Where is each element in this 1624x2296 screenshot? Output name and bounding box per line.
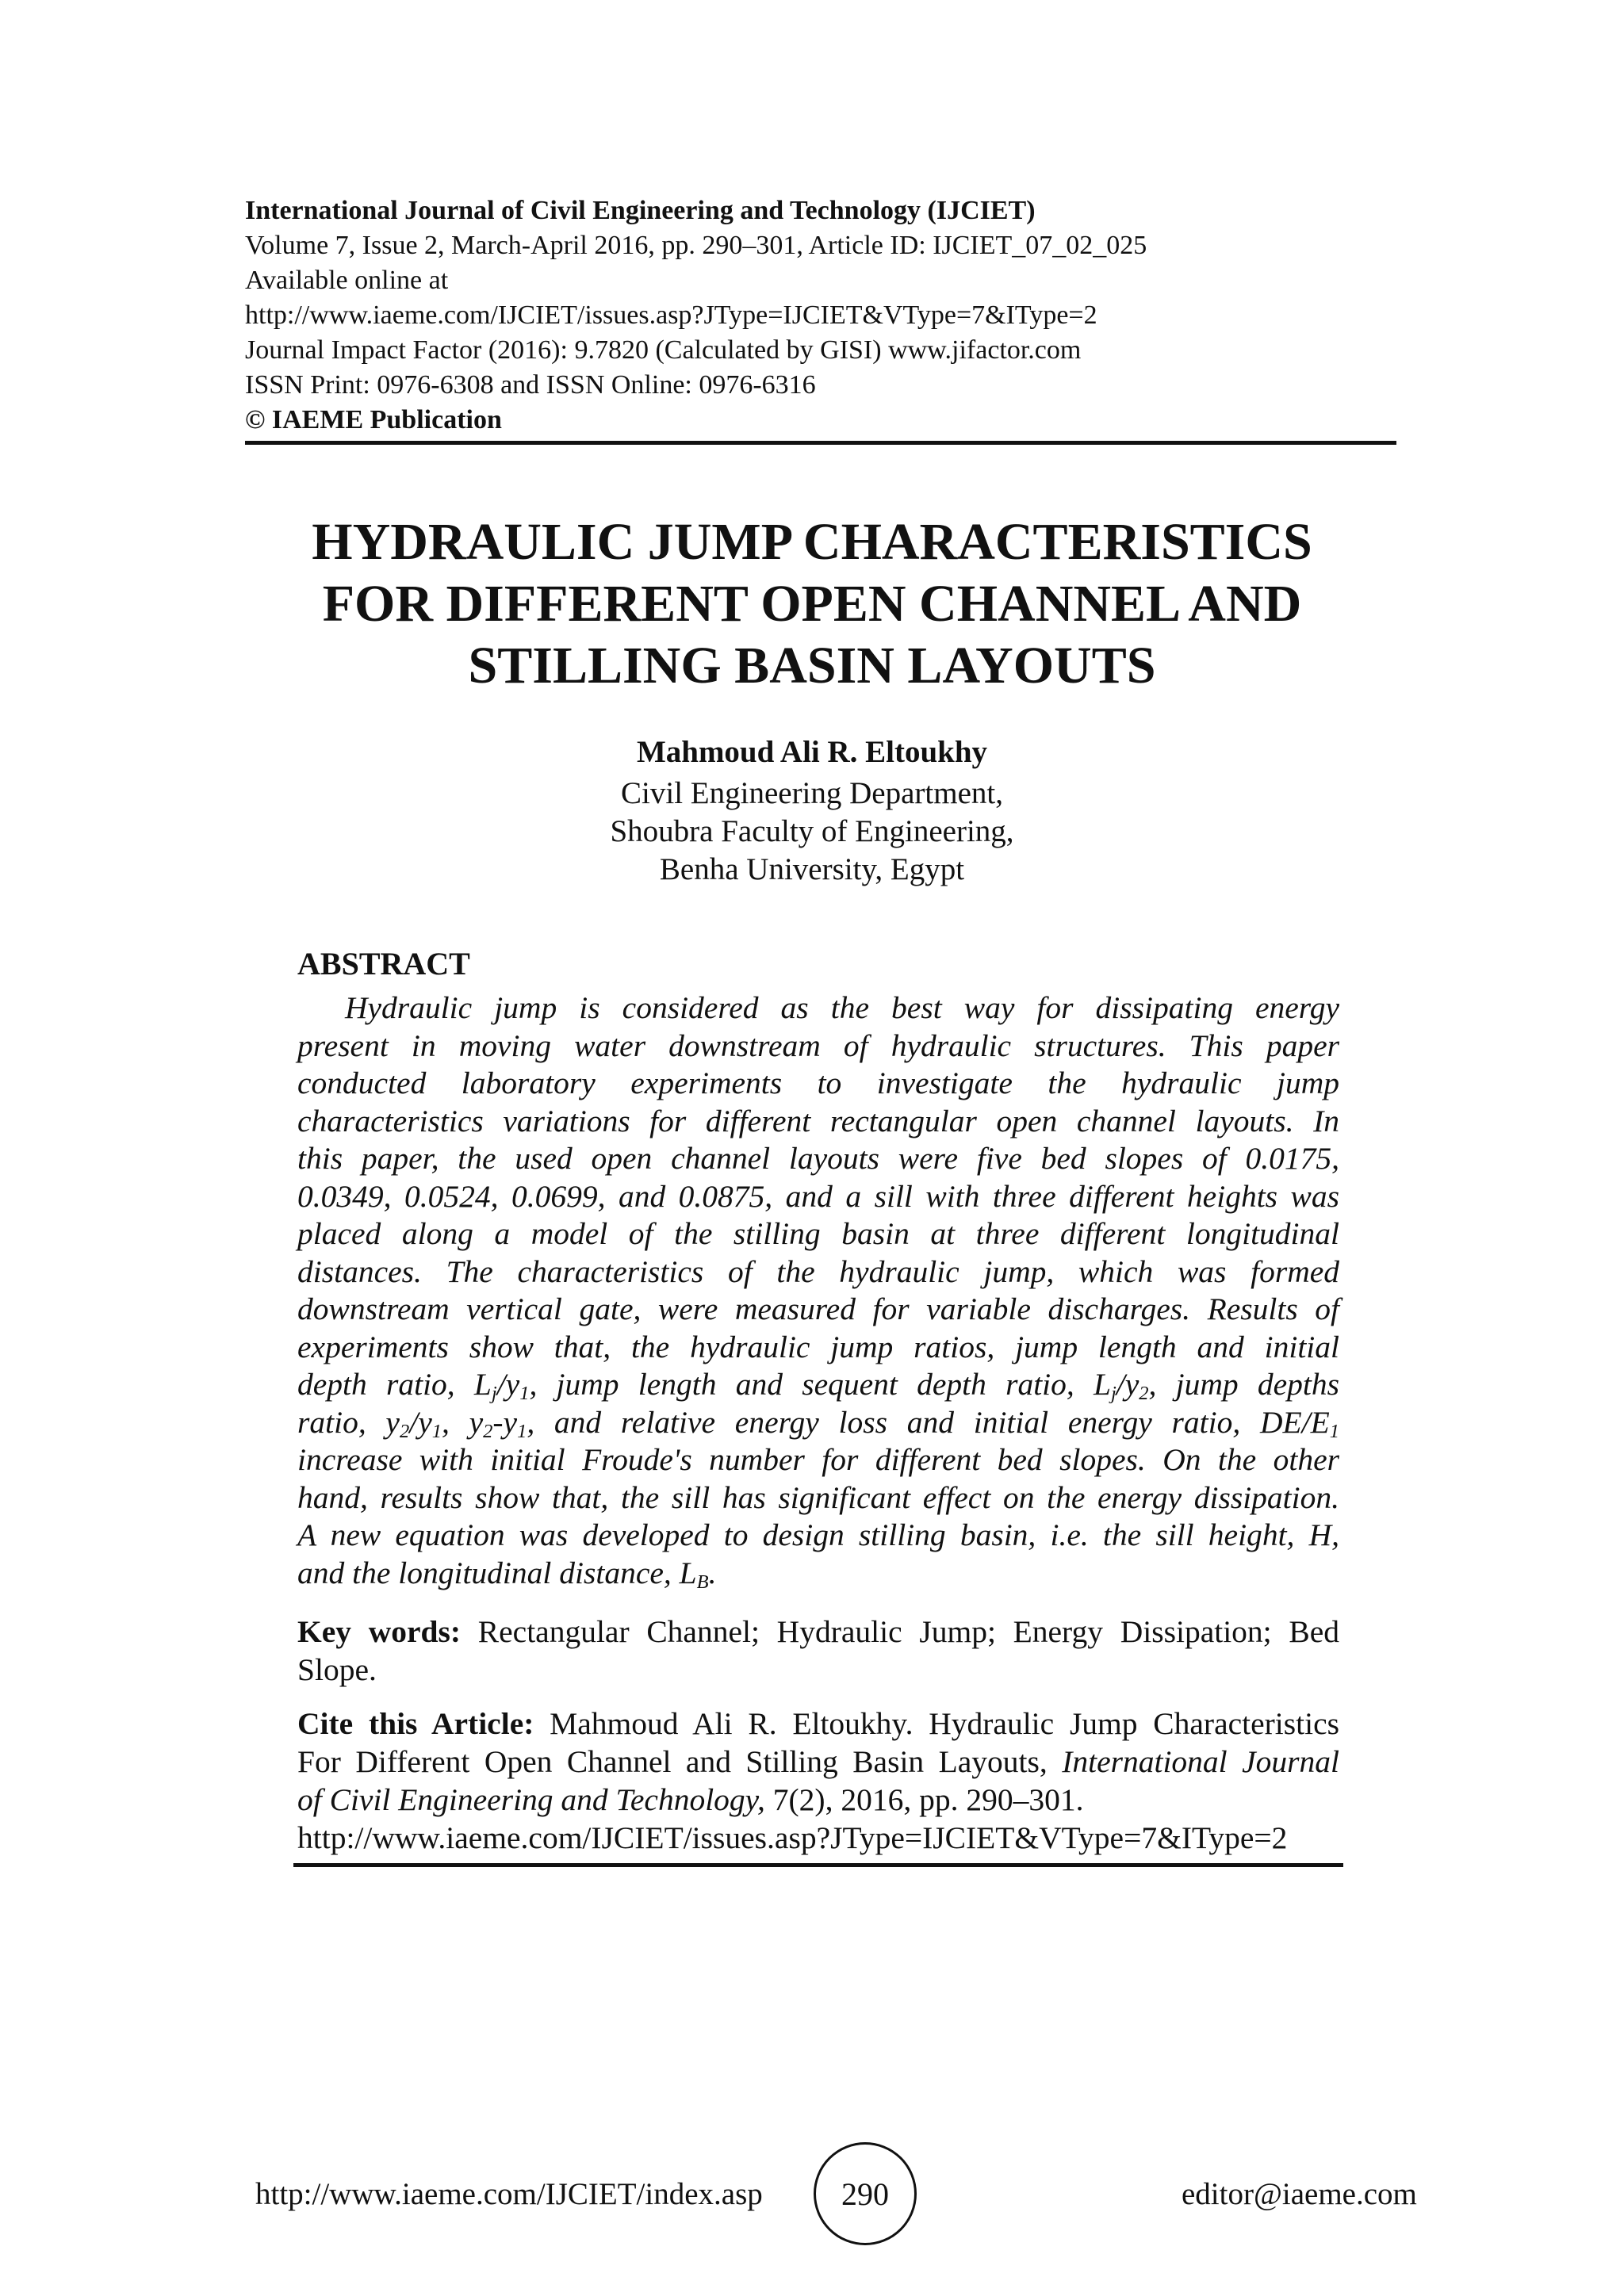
abstract-line [297,1555,1339,1593]
citation-line [297,1743,1339,1781]
header-divider [245,441,1396,445]
abstract-text: , y [441,1404,484,1440]
abstract-line: characteristics variations for different rectangular open channel layouts. In [297,1103,1339,1138]
abstract-line: Hydraulic jump is considered as the best way for dissipating energy [345,990,1339,1025]
journal-name: International Journal of Civil Engineering and Technology (IJCIET) [245,196,1036,225]
citation-journal: of Civil Engineering and Technology, [297,1782,765,1817]
issn-info: ISSN Print: 0976-6308 and ISSN Online: 0976-6316 [245,370,816,400]
abstract-line: hand, results show that, the sill has significant effect on the energy dissipation. [297,1479,1339,1515]
abstract-text: depth ratio, L [297,1367,492,1402]
abstract-line: present in moving water downstream of hydraulic structures. This paper [297,1027,1339,1063]
keywords-block [297,1613,1339,1689]
affiliation-faculty: Shoubra Faculty of Engineering, [610,814,1014,848]
abstract-line: increase with initial Froude's number for different bed slopes. On the other [297,1442,1339,1477]
abstract-text: -y [492,1404,518,1440]
abstract-heading: ABSTRACT [297,946,470,982]
paper-title [0,511,1624,697]
abstract-line: conducted laboratory experiments to investigate the hydraulic jump [297,1066,1339,1100]
publisher: © IAEME Publication [245,405,502,434]
abstract-line [297,1404,1339,1442]
subscript: 1 [431,1420,442,1442]
title-line-1: HYDRAULIC JUMP CHARACTERISTICS [312,513,1312,571]
citation-line [297,1781,1339,1819]
abstract-text: /y [1116,1367,1139,1402]
affiliation-university: Benha University, Egypt [659,852,965,886]
page-number [814,2142,917,2245]
citation-text: For Different Open Channel and Stilling Basin Layouts, [297,1744,1048,1779]
abstract-line: placed along a model of the stilling basin at three different longitudinal [297,1216,1339,1251]
citation-line [297,1705,1339,1743]
abstract-text: , jump length and sequent depth ratio, L [529,1367,1111,1402]
author-block [0,733,1624,889]
author-name: Mahmoud Ali R. Eltoukhy [636,735,988,769]
abstract-text: . [708,1555,717,1590]
abstract-line: 0.0349, 0.0524, 0.0699, and 0.0875, and a sill with three different heights was [297,1178,1339,1214]
citation-text: Mahmoud Ali R. Eltoukhy. Hydraulic Jump Characteristics [550,1706,1340,1741]
abstract-text: ratio, y [297,1404,400,1440]
citation-url[interactable]: http://www.iaeme.com/IJCIET/issues.asp?JType=IJCIET&VType=7&IType=2 [297,1820,1288,1855]
impact-factor: Journal Impact Factor (2016): 9.7820 (Calculated by GISI) www.jifactor.com [245,335,1082,365]
subscript: 1 [519,1383,530,1405]
keywords-label: Key words: [297,1614,462,1649]
citation-journal: International Journal [1062,1744,1339,1779]
citation-divider [293,1863,1343,1867]
volume-info: Volume 7, Issue 2, March-April 2016, pp. 290–301, Article ID: IJCIET_07_02_025 [245,231,1147,260]
journal-header [245,193,1395,438]
citation-label: Cite this Article: [297,1706,534,1741]
issues-url[interactable]: http://www.iaeme.com/IJCIET/issues.asp?JType=IJCIET&VType=7&IType=2 [245,300,1097,330]
abstract-text: /y [409,1404,432,1440]
citation-block [297,1705,1339,1857]
keywords-text: Rectangular Channel; Hydraulic Jump; Energy Dissipation; Bed [477,1614,1340,1649]
abstract-text: and the longitudinal distance, L [297,1555,697,1590]
subscript: 2 [1139,1383,1149,1405]
subscript: B [696,1571,709,1593]
abstract-line: A new equation was developed to design stilling basin, i.e. the sill height, H, [297,1517,1339,1552]
abstract-text: , jump depths [1148,1367,1339,1402]
footer-email[interactable]: editor@iaeme.com [1182,2177,1417,2211]
abstract-line: this paper, the used open channel layouts were five bed slopes of 0.0175, [297,1141,1339,1176]
subscript: 1 [1329,1420,1339,1442]
citation-text: 7(2), 2016, pp. 290–301. [772,1782,1084,1817]
subscript: j [1110,1383,1116,1405]
available-online: Available online at [245,266,449,295]
abstract-line: downstream vertical gate, were measured for variable discharges. Results of [297,1292,1339,1326]
abstract-body [297,989,1339,1592]
page-number-text: 290 [841,2175,889,2212]
affiliation-department: Civil Engineering Department, [621,776,1003,810]
title-line-3: STILLING BASIN LAYOUTS [468,637,1156,695]
keywords-line [297,1613,1339,1651]
subscript: 1 [517,1420,527,1442]
abstract-line: experiments show that, the hydraulic jump ratios, jump length and initial [297,1329,1339,1364]
subscript: 2 [483,1420,493,1442]
abstract-line: distances. The characteristics of the hydraulic jump, which was formed [297,1253,1339,1289]
abstract-text: /y [496,1367,520,1402]
keywords-line: Slope. [297,1652,377,1687]
title-line-2: FOR DIFFERENT OPEN CHANNEL AND [322,575,1302,633]
abstract-line [297,1366,1339,1404]
footer-url[interactable]: http://www.iaeme.com/IJCIET/index.asp [255,2177,763,2211]
subscript: j [491,1383,497,1405]
abstract-text: , and relative energy loss and initial energy ratio, DE/E [527,1404,1330,1440]
subscript: 2 [399,1420,410,1442]
